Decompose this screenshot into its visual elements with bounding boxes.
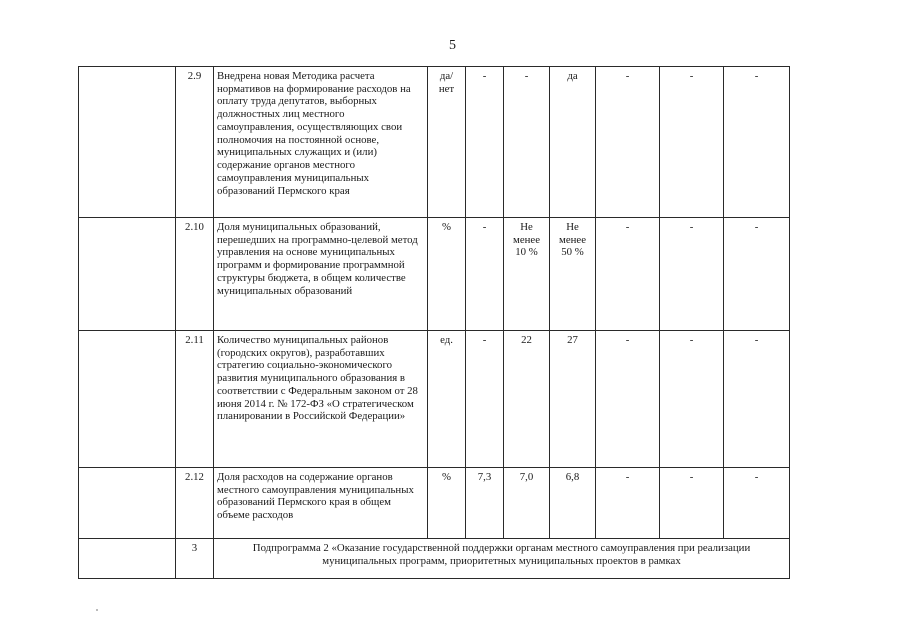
value-cell: 7,0 (504, 468, 550, 539)
value-cell: - (466, 218, 504, 331)
value-cell: - (660, 67, 724, 218)
value-cell: - (466, 67, 504, 218)
unit-cell: да/ нет (428, 67, 466, 218)
value-cell: - (596, 468, 660, 539)
table-row (79, 468, 790, 539)
blank-cell (79, 331, 176, 468)
value-cell: - (660, 468, 724, 539)
value-cell: 7,3 (466, 468, 504, 539)
value-cell: - (660, 331, 724, 468)
value-cell: 27 (550, 331, 596, 468)
subprogram-title: Подпрограмма 2 «Оказание государственной поддержки органам местного самоуправления при реализации муниципальных программ, приоритетных муниципальных проектов в рамках (214, 539, 790, 579)
indicator-description: Количество муниципальных районов (городских округов), разработавших стратегию социально-экономического развития муниципального образования в соответствии с Федеральным законом от 28 июня 2014 г. № 172-ФЗ «О стратегическом планировании в Российской Федерации» (214, 331, 428, 468)
row-number: 2.9 (176, 67, 214, 218)
indicator-description: Внедрена новая Методика расчета нормативов на формирование расходов на оплату труда депутатов, выборных должностных лиц местного самоуправления, осуществляющих свои полномочия на постоянной основе, муниципальных служащих и (или) содержание органов местного самоуправления муниципальных образований Пермского края (214, 67, 428, 218)
value-cell: - (660, 218, 724, 331)
row-number: 2.11 (176, 331, 214, 468)
row-number: 2.10 (176, 218, 214, 331)
scan-speck (96, 609, 98, 611)
value-cell: - (596, 218, 660, 331)
value-cell: 22 (504, 331, 550, 468)
value-cell: - (724, 468, 790, 539)
value-cell: - (724, 331, 790, 468)
table-row (79, 67, 790, 218)
value-cell: - (724, 218, 790, 331)
value-cell: Не менее 50 % (550, 218, 596, 331)
subprogram-row (79, 539, 790, 579)
unit-cell: % (428, 218, 466, 331)
indicators-table (78, 66, 790, 579)
table-row (79, 331, 790, 468)
page-number: 5 (449, 38, 456, 53)
value-cell: - (724, 67, 790, 218)
unit-cell: ед. (428, 331, 466, 468)
value-cell: Не менее 10 % (504, 218, 550, 331)
value-cell: - (596, 331, 660, 468)
value-cell: да (550, 67, 596, 218)
blank-cell (79, 468, 176, 539)
indicator-description: Доля муниципальных образований, перешедших на программно-целевой метод управления на основе муниципальных программ и формирование программной структуры бюджета, в общем количестве муниципальных образований (214, 218, 428, 331)
value-cell: - (596, 67, 660, 218)
row-number: 2.12 (176, 468, 214, 539)
unit-cell: % (428, 468, 466, 539)
value-cell: - (466, 331, 504, 468)
table-row (79, 218, 790, 331)
blank-cell (79, 67, 176, 218)
value-cell: - (504, 67, 550, 218)
blank-cell (79, 539, 176, 579)
value-cell: 6,8 (550, 468, 596, 539)
row-number: 3 (176, 539, 214, 579)
indicator-description: Доля расходов на содержание органов местного самоуправления муниципальных образований Пермского края в общем объеме расходов (214, 468, 428, 539)
blank-cell (79, 218, 176, 331)
